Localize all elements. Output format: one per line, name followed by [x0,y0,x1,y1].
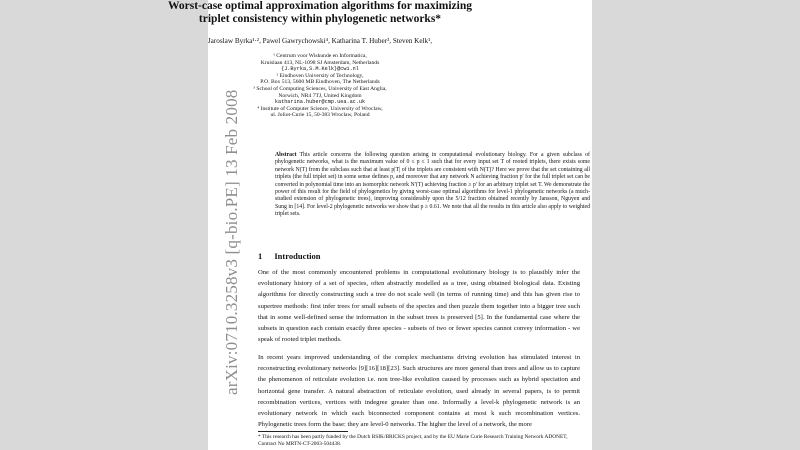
abstract-label: Abstract [275,152,297,158]
abstract [275,152,590,219]
title-line-2: triplet consistency within phylogenetic networks* [198,13,442,25]
author-list: Jaroslaw Byrka¹·², Pawel Gawrychowski⁴, Katharina T. Huber³, Steven Kelk¹, [207,37,433,45]
section-title: Introduction [274,251,321,261]
footnote-rule [258,431,348,432]
footnote: * This research has been partly funded by the Dutch BSIK/BRICKS project, and by the EU Marie Curie Research Training Network ADONET, Contract No MRTN-CT-2003-504438. [258,434,568,447]
affiliation-line: ul. Joliot-Curie 15, 50-383 Wroclaw, Poland [270,112,370,119]
affiliation-line: Kruislaan 413, NL-1098 SJ Amsterdam, Netherlands [260,59,380,66]
arxiv-stamp: arXiv:0710.3258v3 [q-bio.PE] 13 Feb 2008 [222,89,241,395]
title-line-1: Worst-case optimal approximation algorithms for maximizing [168,0,472,12]
affiliation-email: katharina.huber@cmp.uea.ac.uk [274,99,366,106]
affiliation-line: ⁴ Institute of Computer Science, University of Wroclaw, [257,105,383,112]
intro-paragraph-1: One of the most commonly encountered problems in computational evolutionary biology is to plausibly infer the evolutionary history of a set of species, often abstractly modelled as a tree, using obtained biological data. Existing algorithms for directly constructing such a tree do not scale well (in terms of running time) and this has given rise to supertree methods: first infer trees for small subsets of the species and then puzzle them together into a bigger tree such that in some well-defined sense the information in the subset trees is preserved [5]. In the fundamental case where the subsets in question each contain exactly three species - subsets of two or fewer species cannot convey information - we speak of rooted triplet methods. [258,269,580,344]
intro-paragraph-2: In recent years improved understanding of the complex mechanisms driving evolution has stimulated interest in reconstructing evolutionary networks [9][16][18][23]. Such structures are more general than trees and allow us to capture the phenomenon of reticulate evolution i.e. non tree-like evolution caused by processes such as hybrid speciation and horizontal gene transfer. A natural abstraction of reticulate evolution, used already in several papers, is to permit recombination vertices, vertices with indegree greater than one. Informally a level-k phylogenetic network is an evolutionary network in which each biconnected component contains at most k such recombination vertices. Phylogenetic trees form the base: they are level-0 networks. The higher the level of a network, the more [258,354,580,429]
paper-title [60,0,580,26]
section-heading [258,251,321,261]
abstract-text: This article concerns the following question arising in computational evolutionary biology. For a given subclass of phylogenetic networks, what is the maximum value of 0 ≤ p ≤ 1 such that for every input set T of rooted triplets, there exists some network N(T) from the subclass such that at least p|T| of the triplets are consistent with N(T)? Here we prove that the set containing all triplets (the full triplet set) in some sense defines p, and moreover that any network N achieving fraction p' for the full triplet set can be converted in polynomial time into an isomorphic network N'(T) achieving fraction ≥ p' for an arbitrary triplet set T. We demonstrate the power of this result for the field of phylogenetics by giving worst-case optimal algorithms for level-1 phylogenetic networks (a much-studied extension of phylogenetic trees), improving considerably upon the 5/12 fraction obtained recently by Jansson, Nguyen and Sung in [14]. For level-2 phylogenetic networks we show that p ≥ 0.61. We note that all the results in this article also apply to weighted triplet sets. [275,152,590,218]
affiliation-line: Norwich, NR4 7TJ, United Kingdom [278,92,362,99]
section-number: 1 [258,251,263,261]
affiliation-line: P.O. Box 513, 5600 MB Eindhoven, The Netherlands [260,79,380,86]
affiliation-line: ¹ Centrum voor Wiskunde en Informatica, [273,53,367,59]
affiliations [160,53,480,119]
affiliation-line: ² Eindhoven University of Technology, [276,72,364,79]
affiliation-line: ³ School of Computing Sciences, University of East Anglia, [253,85,387,92]
affiliation-email: {J.Byrka,S.M.Kelk}@cwi.nl [281,66,359,73]
